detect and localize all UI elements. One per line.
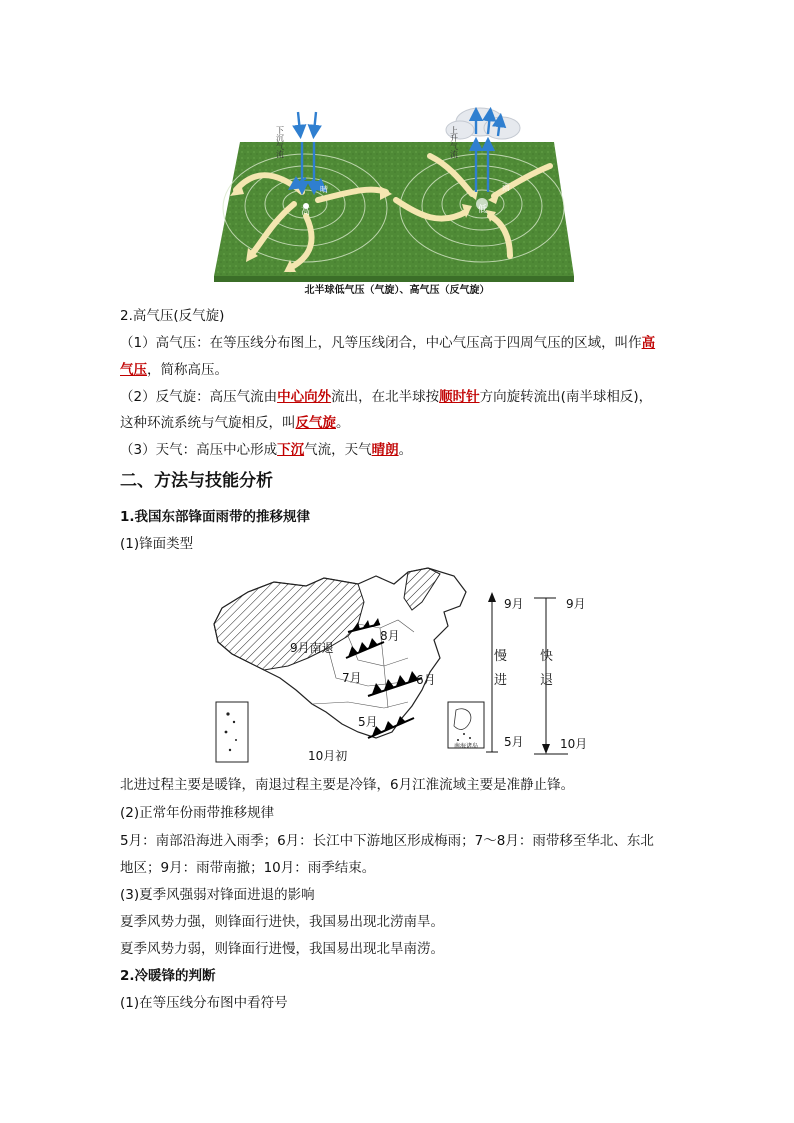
label-may: 5月 — [358, 715, 378, 729]
item-normal-year: (2)正常年份雨带推移规律 — [120, 805, 275, 821]
text-segment: 。 — [336, 415, 350, 431]
rainbelt-map-figure — [208, 562, 600, 767]
subheading-front-rainbelt: 1.我国东部锋面雨带的推移规律 — [120, 509, 311, 525]
slow-char-2: 进 — [494, 673, 508, 688]
para-high-definition-cont — [120, 360, 228, 380]
text-segment: 气流，天气 — [304, 442, 372, 458]
cyclone-anticyclone-figure — [210, 96, 584, 298]
fast-bottom-label: 10月 — [560, 737, 588, 751]
inset-label: 南海诸岛 — [453, 743, 479, 750]
keyword-sinking: 下沉 — [277, 442, 305, 458]
slow-bottom-label: 5月 — [504, 735, 524, 749]
inset-box-right — [448, 702, 484, 748]
label-oct-early: 10月初 — [308, 749, 348, 763]
subheading-front-judgement: 2.冷暖锋的判断 — [120, 968, 216, 984]
para-front-process: 北进过程主要是暖锋，南退过程主要是冷锋，6月江淮流域主要是准静止锋。 — [120, 777, 575, 793]
text-segment: 这种环流系统与气旋相反，叫 — [120, 415, 296, 431]
text-segment: （2）反气旋：高压气流由 — [120, 389, 278, 405]
label-low: 低 — [478, 205, 488, 215]
text-segment: （3）天气：高压中心形成 — [120, 442, 278, 458]
label-aug: 8月 — [380, 629, 400, 643]
fast-retreat-arrowhead — [542, 744, 550, 754]
para-weather — [120, 440, 412, 460]
text-segment: 。 — [398, 442, 413, 458]
label-rain: 雨 — [502, 183, 510, 192]
para-anticyclone-cont — [120, 413, 350, 433]
label-high: 高 — [301, 207, 311, 217]
para-high-definition — [120, 333, 655, 353]
text-segment: ，简称高压。 — [147, 362, 228, 378]
cyclone-diagram-svg — [210, 96, 584, 298]
fast-char-1: 快 — [540, 649, 554, 664]
keyword-pressure: 气压 — [120, 362, 147, 378]
para-monsoon-strong: 夏季风势力强，则锋面行进快，我国易出现北涝南旱。 — [120, 914, 444, 930]
para-normal-1: 5月：南部沿海进入雨季；6月：长江中下游地区形成梅雨；7～8月：雨带移至华北、东北 — [120, 833, 654, 849]
text-segment: 流出，在北半球按 — [331, 389, 440, 405]
section-title-high: 2.高气压(反气旋) — [120, 308, 225, 324]
inset-box-left — [216, 702, 248, 762]
fast-top-label: 9月 — [566, 597, 586, 611]
keyword-high: 高 — [641, 335, 656, 351]
china-map-svg — [208, 562, 600, 767]
label-jun: 6月 — [416, 673, 436, 687]
label-sep-retreat: 9月南退 — [290, 641, 334, 655]
label-rising: 上升气流 — [449, 126, 459, 158]
item-isobar-symbols: (1)在等压线分布图中看符号 — [120, 995, 288, 1011]
fast-char-2: 退 — [540, 673, 554, 688]
para-monsoon-weak: 夏季风势力弱，则锋面行进慢，我国易出现北旱南涝。 — [120, 941, 444, 957]
label-sinking: 下沉气流 — [275, 126, 285, 158]
slow-top-label: 9月 — [504, 597, 524, 611]
item-front-types: (1)锋面类型 — [120, 536, 194, 552]
label-jul: 7月 — [342, 671, 362, 685]
figure1-caption: 北半球低气压（气旋）、高气压（反气旋） — [304, 285, 490, 296]
slow-advance-arrowhead — [488, 592, 496, 602]
keyword-center-out: 中心向外 — [277, 389, 332, 405]
section-heading-methods: 二、方法与技能分析 — [120, 471, 273, 491]
keyword-anticyclone: 反气旋 — [295, 415, 336, 431]
keyword-clear: 晴朗 — [371, 442, 399, 458]
item-monsoon-effect: (3)夏季风强弱对锋面进退的影响 — [120, 887, 315, 903]
text-segment: 方向旋转流出(南半球相反)， — [479, 389, 653, 405]
para-anticyclone — [120, 387, 652, 407]
keyword-clockwise: 顺时针 — [439, 389, 480, 405]
label-sunny: 晴 — [320, 185, 328, 194]
para-normal-2: 地区；9月：雨带南撤；10月：雨季结束。 — [120, 860, 376, 876]
text-segment: （1）高气压：在等压线分布图上，凡等压线闭合，中心气压高于四周气压的区域，叫作 — [120, 335, 642, 351]
slow-char-1: 慢 — [494, 649, 508, 664]
